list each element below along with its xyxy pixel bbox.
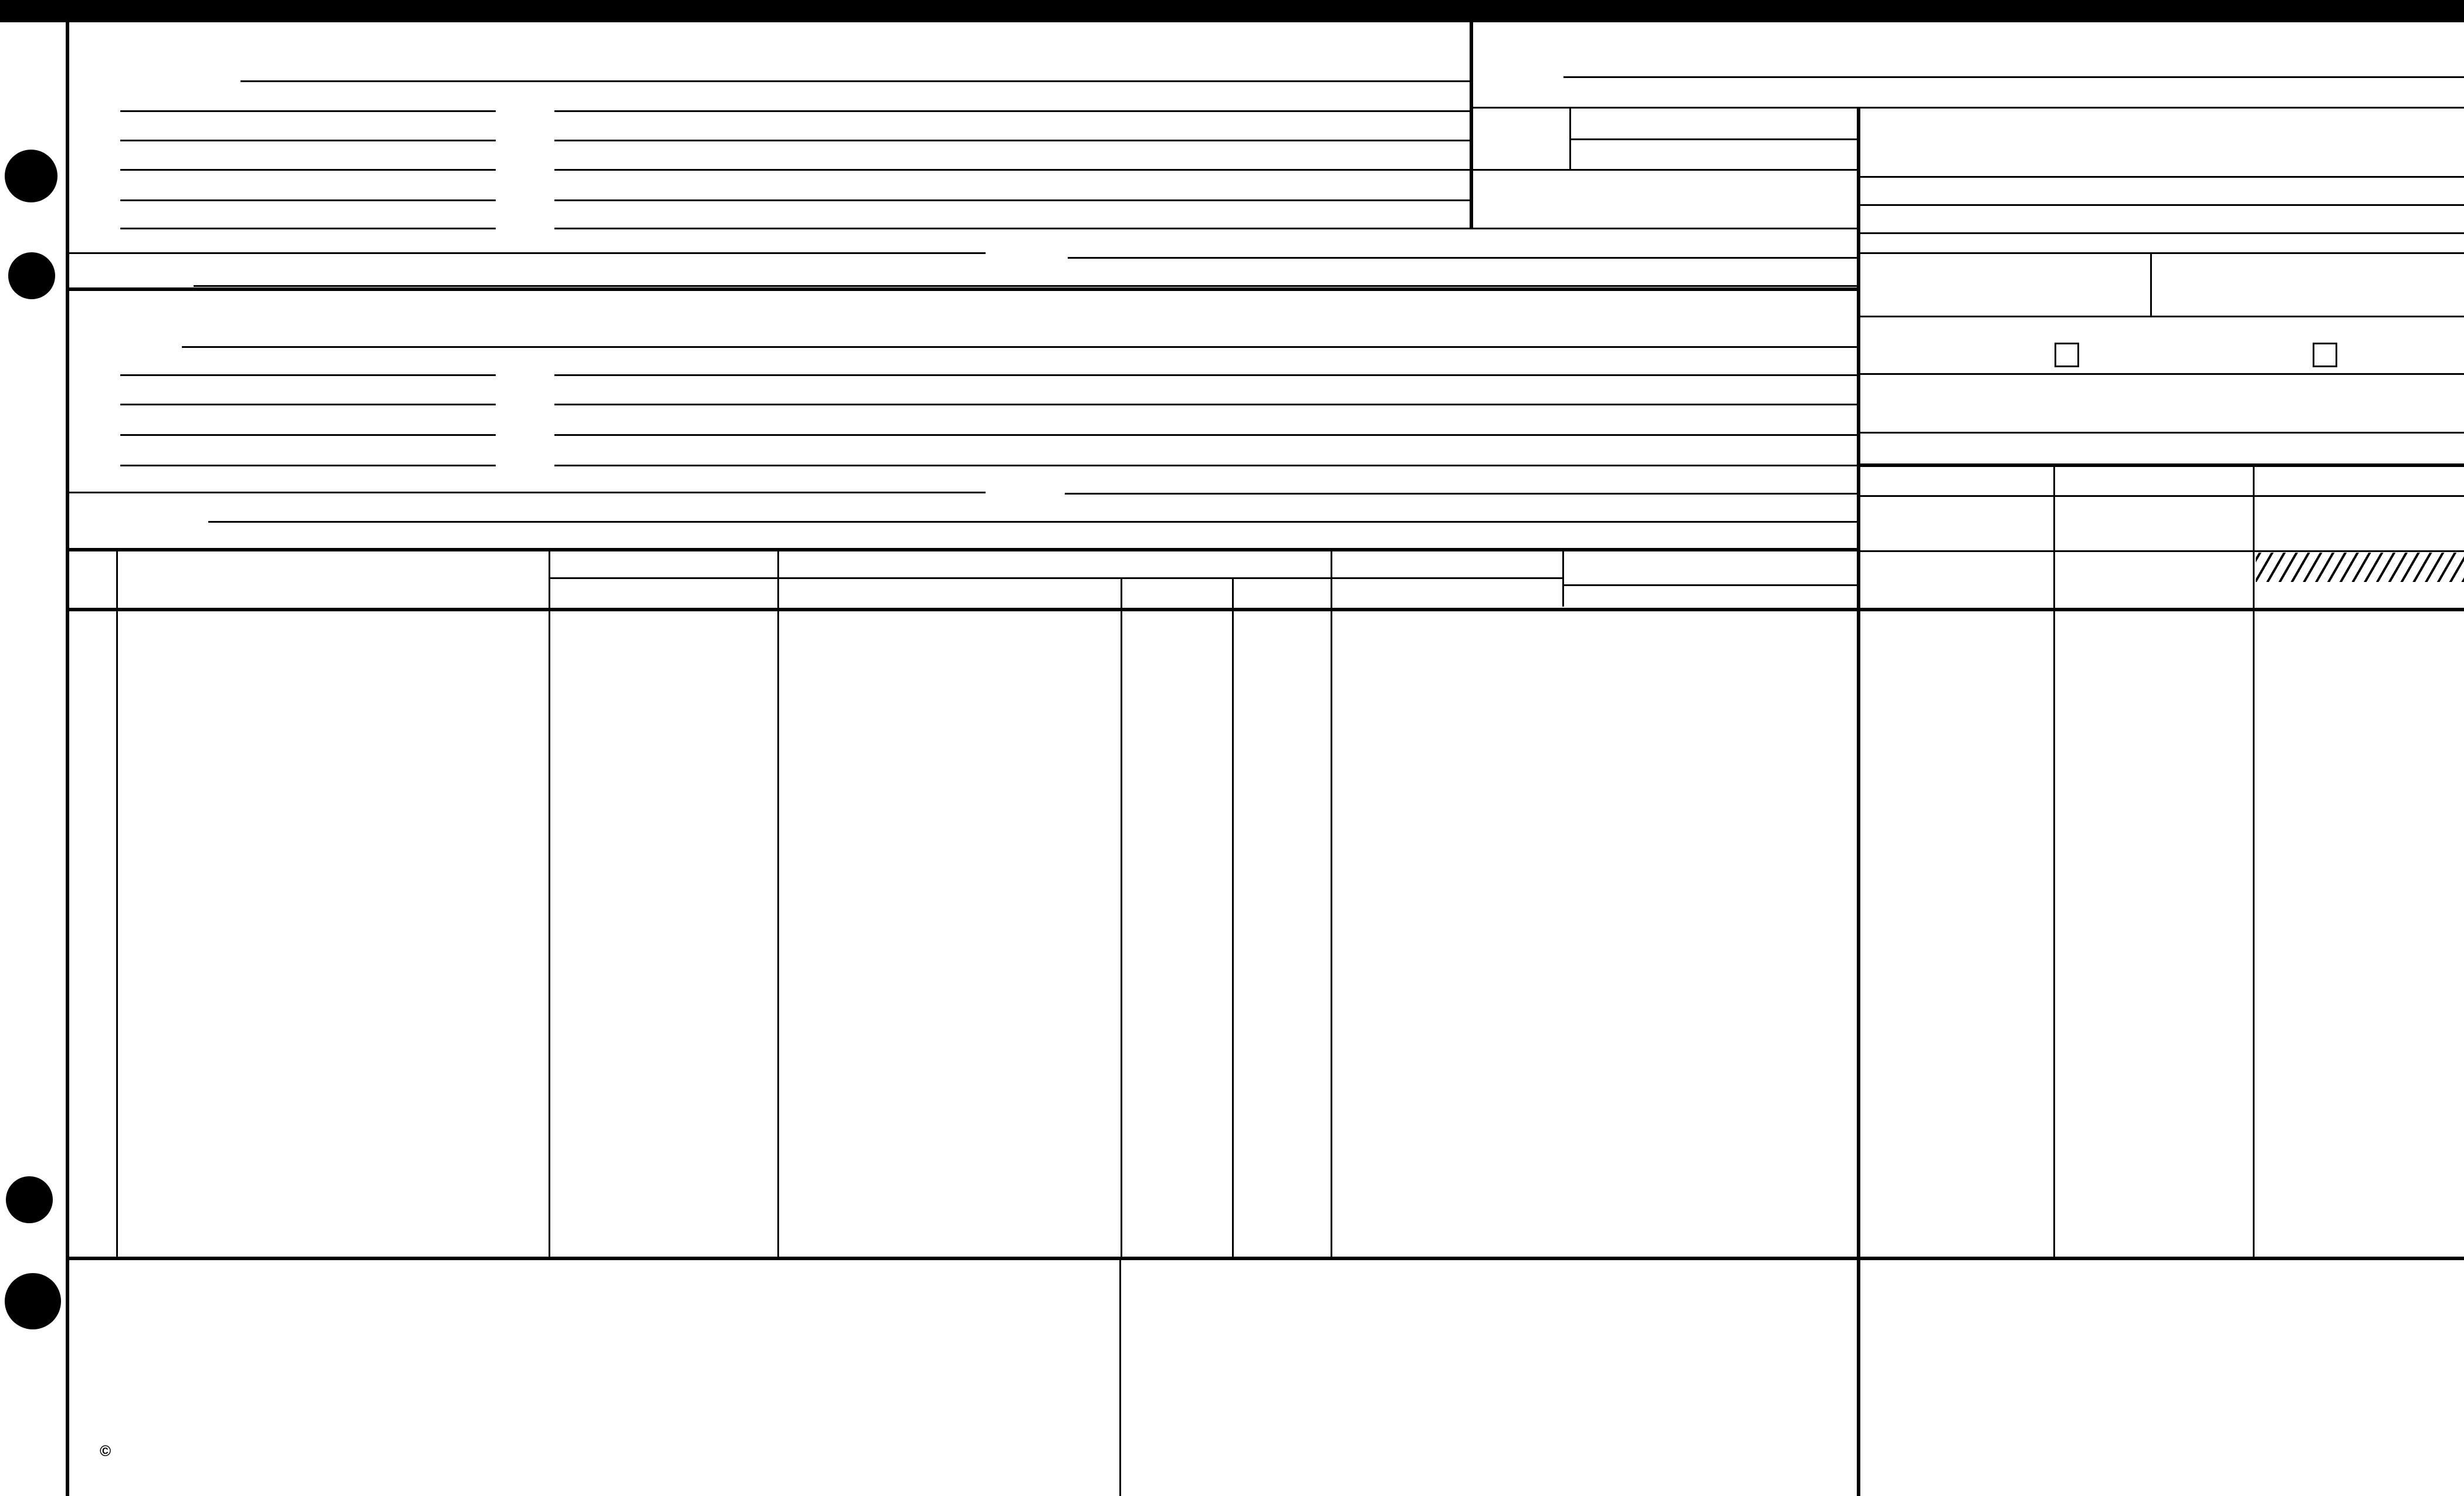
rule xyxy=(1857,373,2464,375)
rule xyxy=(549,577,777,579)
right-top-divider xyxy=(1470,22,1473,228)
rule xyxy=(1563,76,2464,78)
lds-col-divider xyxy=(2053,463,2055,1258)
rule xyxy=(554,140,1470,141)
rule xyxy=(120,169,496,171)
rule xyxy=(1857,204,2464,206)
table-col-children xyxy=(549,548,550,1258)
rule xyxy=(1562,584,1857,586)
rule xyxy=(1470,107,1857,109)
bottom-section-divider xyxy=(66,1257,2464,1260)
rule xyxy=(120,465,496,466)
table-col-town xyxy=(1121,577,1122,1258)
hatched-area xyxy=(2256,553,2464,582)
rule xyxy=(554,169,1470,171)
rule xyxy=(554,465,1857,466)
rule xyxy=(1470,228,1857,229)
table-col-died xyxy=(1562,548,1564,607)
rule xyxy=(66,492,986,493)
punch-hole xyxy=(5,150,57,202)
rule xyxy=(554,434,1857,436)
punch-hole xyxy=(5,1273,61,1329)
rule xyxy=(554,228,1470,229)
table-col-sex xyxy=(116,548,118,1258)
rule xyxy=(1857,316,2464,317)
rule xyxy=(182,346,1857,348)
no-checkbox[interactable] xyxy=(2313,343,2337,367)
rule xyxy=(777,577,1331,579)
rule xyxy=(554,110,1470,112)
bottom-divider xyxy=(1119,1257,1121,1496)
yes-checkbox[interactable] xyxy=(2055,343,2079,367)
punch-hole xyxy=(6,1176,53,1223)
rule xyxy=(120,199,496,201)
rule xyxy=(120,434,496,436)
rule xyxy=(66,252,986,254)
rule xyxy=(1857,107,2464,109)
table-col-whenborn xyxy=(777,548,779,1258)
section-divider xyxy=(66,287,1857,291)
table-col-county xyxy=(1232,577,1234,1258)
rule xyxy=(1065,493,1857,495)
top-black-bar xyxy=(0,0,2464,22)
rule xyxy=(1857,495,2464,497)
copyright-icon: © xyxy=(100,1442,111,1460)
rule xyxy=(1857,176,2464,178)
rule xyxy=(554,199,1470,201)
lds-col-divider xyxy=(2253,463,2255,1258)
copyright-notice xyxy=(100,1443,111,1458)
table-header-bottom xyxy=(66,608,2464,611)
rule xyxy=(120,110,496,112)
ward-divider xyxy=(1569,107,1571,169)
section-divider xyxy=(66,548,1857,551)
rule xyxy=(194,285,1857,287)
table-col-wherebuorn-end xyxy=(1331,548,1332,1258)
punch-hole xyxy=(8,252,55,299)
rule xyxy=(120,140,496,141)
rule xyxy=(1470,169,1857,171)
rule xyxy=(1569,138,1857,140)
rule xyxy=(208,521,1857,523)
rule xyxy=(554,374,1857,376)
rule xyxy=(1857,550,2464,552)
rule xyxy=(1857,252,2464,254)
rule xyxy=(120,374,496,376)
rule xyxy=(1857,432,2464,434)
rule xyxy=(1857,232,2464,234)
rule xyxy=(241,80,1470,82)
relation-divider xyxy=(2150,252,2152,317)
section-divider xyxy=(1857,463,2464,467)
rule xyxy=(120,404,496,405)
rule xyxy=(120,228,496,229)
rule xyxy=(1068,257,1857,259)
rule xyxy=(554,404,1857,405)
left-form-border xyxy=(66,22,69,1496)
rule xyxy=(1331,577,1562,579)
